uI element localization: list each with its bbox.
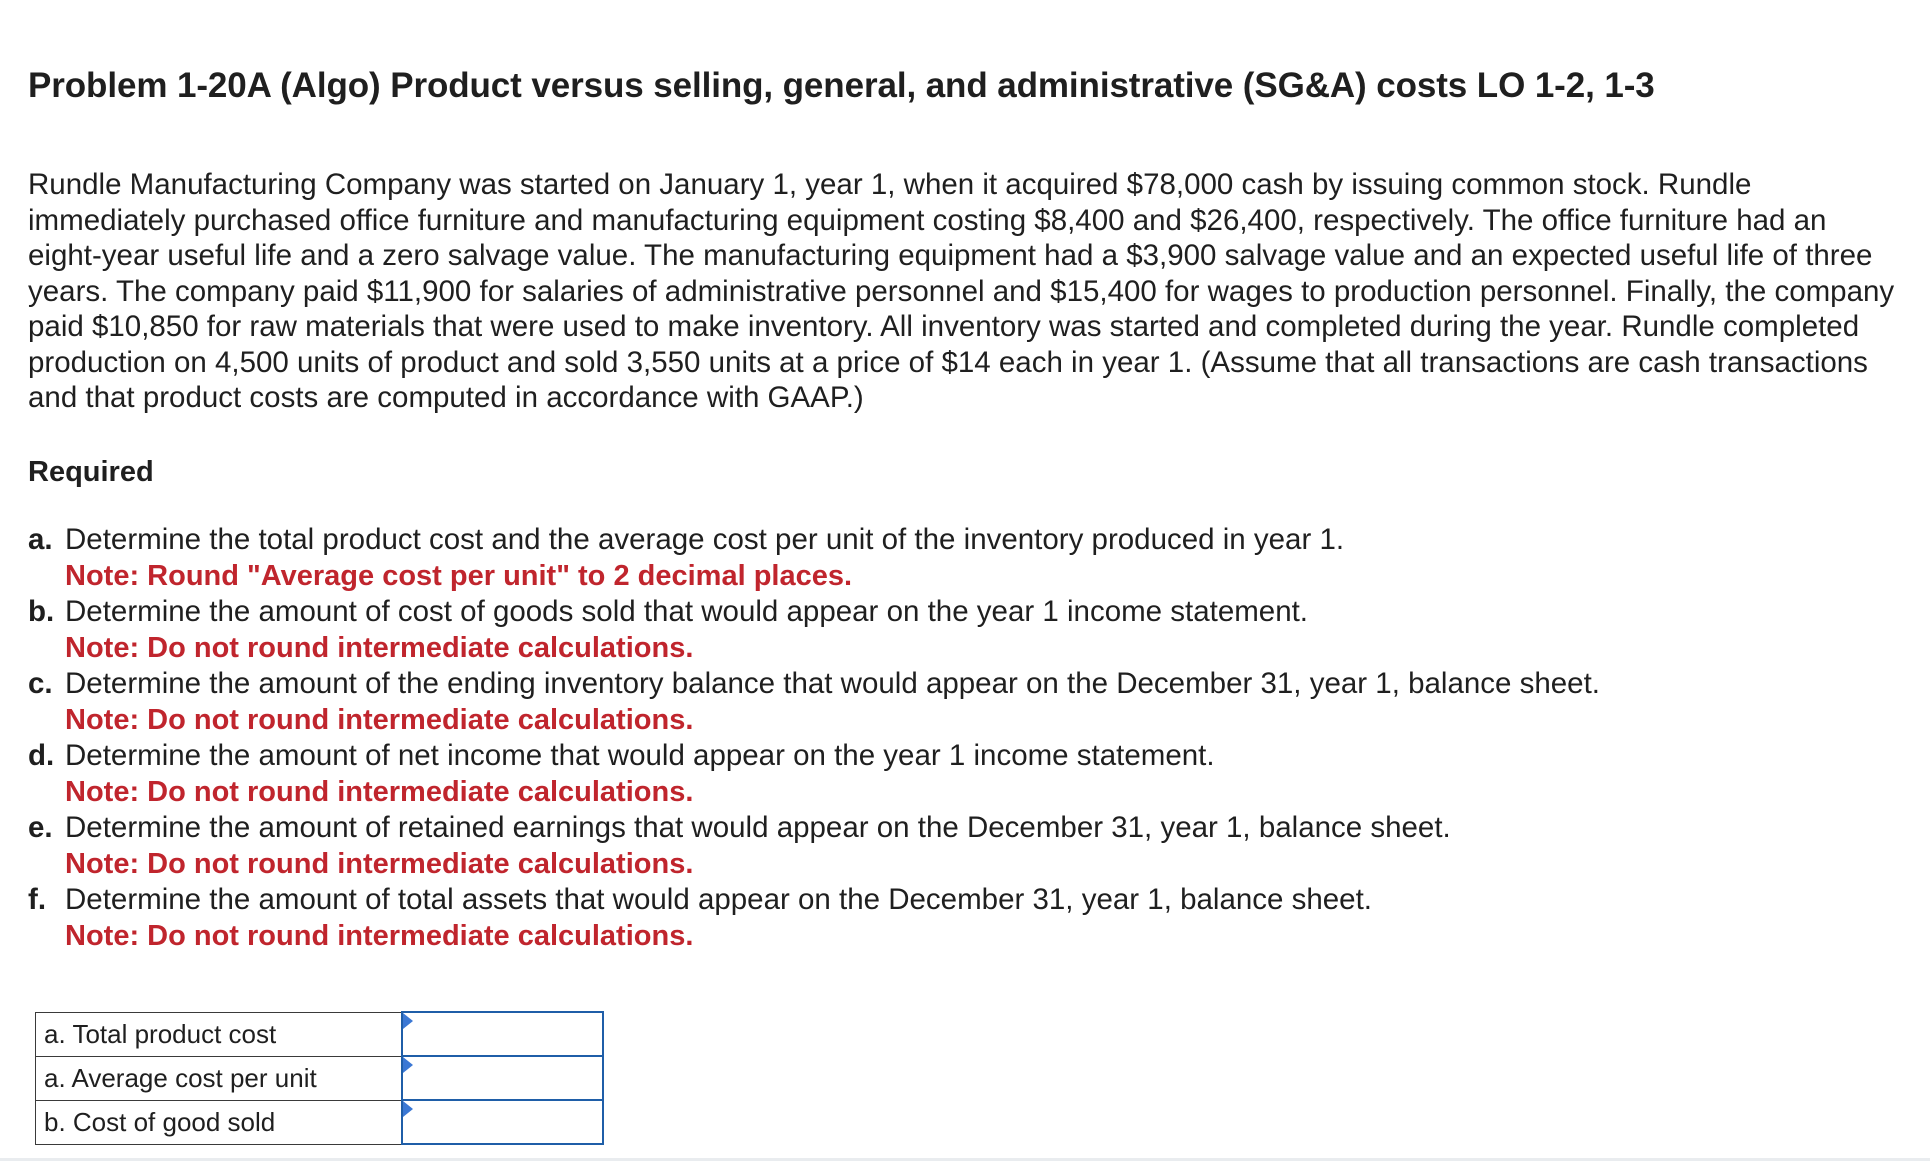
answer-row-average-cost-per-unit [36,1056,603,1100]
cost-of-good-sold-input[interactable] [403,1101,602,1143]
average-cost-per-unit-input[interactable] [403,1057,602,1099]
required-item-text: Determine the amount of net income that would appear on the year 1 income statement. [65,739,1215,772]
required-item-b [28,594,1908,666]
answer-table [35,1011,604,1145]
required-list [28,522,1908,954]
answer-input-cell [402,1100,603,1144]
required-item-note: Note: Do not round intermediate calculations. [65,920,694,952]
required-item-letter: d. [28,739,55,772]
required-heading: Required [28,456,154,488]
required-item-note: Note: Do not round intermediate calculations. [65,704,694,736]
required-item-letter: f. [28,883,47,916]
required-item-letter: b. [28,595,55,628]
required-item-note: Note: Do not round intermediate calculations. [65,848,694,880]
required-item-text: Determine the amount of total assets that would appear on the December 31, year 1, balance sheet. [65,883,1372,916]
answer-input-cell [402,1012,603,1056]
answer-label: a. Total product cost [36,1012,402,1056]
answer-label: b. Cost of good sold [36,1100,402,1144]
total-product-cost-input[interactable] [403,1013,602,1055]
input-marker-icon [403,1057,413,1073]
required-item-letter: c. [28,667,53,700]
required-item-letter: e. [28,811,53,844]
answer-row-total-product-cost [36,1012,603,1056]
required-item-text: Determine the amount of retained earnings that would appear on the December 31, year 1, balance sheet. [65,811,1451,844]
required-item-a [28,522,1908,594]
required-item-e [28,810,1908,882]
answer-input-cell [402,1056,603,1100]
required-item-letter: a. [28,523,53,556]
required-item-note: Note: Do not round intermediate calculations. [65,776,694,808]
required-item-note: Note: Round "Average cost per unit" to 2 decimal places. [65,560,853,592]
required-item-note: Note: Do not round intermediate calculations. [65,632,694,664]
required-item-text: Determine the amount of cost of goods sold that would appear on the year 1 income statement. [65,595,1309,628]
required-item-c [28,666,1908,738]
required-item-text: Determine the total product cost and the average cost per unit of the inventory produced in year 1. [65,523,1345,556]
required-item-text: Determine the amount of the ending inventory balance that would appear on the December 31, year 1, balance sheet. [65,667,1600,700]
input-marker-icon [403,1013,413,1029]
required-item-f [28,882,1908,954]
required-item-d [28,738,1908,810]
bottom-divider [0,1158,1930,1161]
problem-description: Rundle Manufacturing Company was started on January 1, year 1, when it acquired $78,000 cash by issuing common stock. Rundle immediately purchased office furniture and manufacturing equipment costing $8,400 and $26,400, respectively. The office furniture had an eight-year useful life and a zero salvage value. The manufacturing equipment had a $3,900 salvage value and an expected useful life of three years. The company paid $11,900 for salaries of administrative personnel and $15,400 for wages to production personnel. Finally, the company paid $10,850 for raw materials that were used to make inventory. All inventory was started and completed during the year. Rundle completed production on 4,500 units of product and sold 3,550 units at a price of $14 each in year 1. (Assume that all transactions are cash transactions and that product costs are computed in accordance with GAAP.) [28,168,1895,414]
answer-label: a. Average cost per unit [36,1056,402,1100]
problem-title: Problem 1-20A (Algo) Product versus selling, general, and administrative (SG&A) costs LO 1-2, 1-3 [28,66,1655,105]
answer-row-cost-of-good-sold [36,1100,603,1144]
input-marker-icon [403,1101,413,1117]
